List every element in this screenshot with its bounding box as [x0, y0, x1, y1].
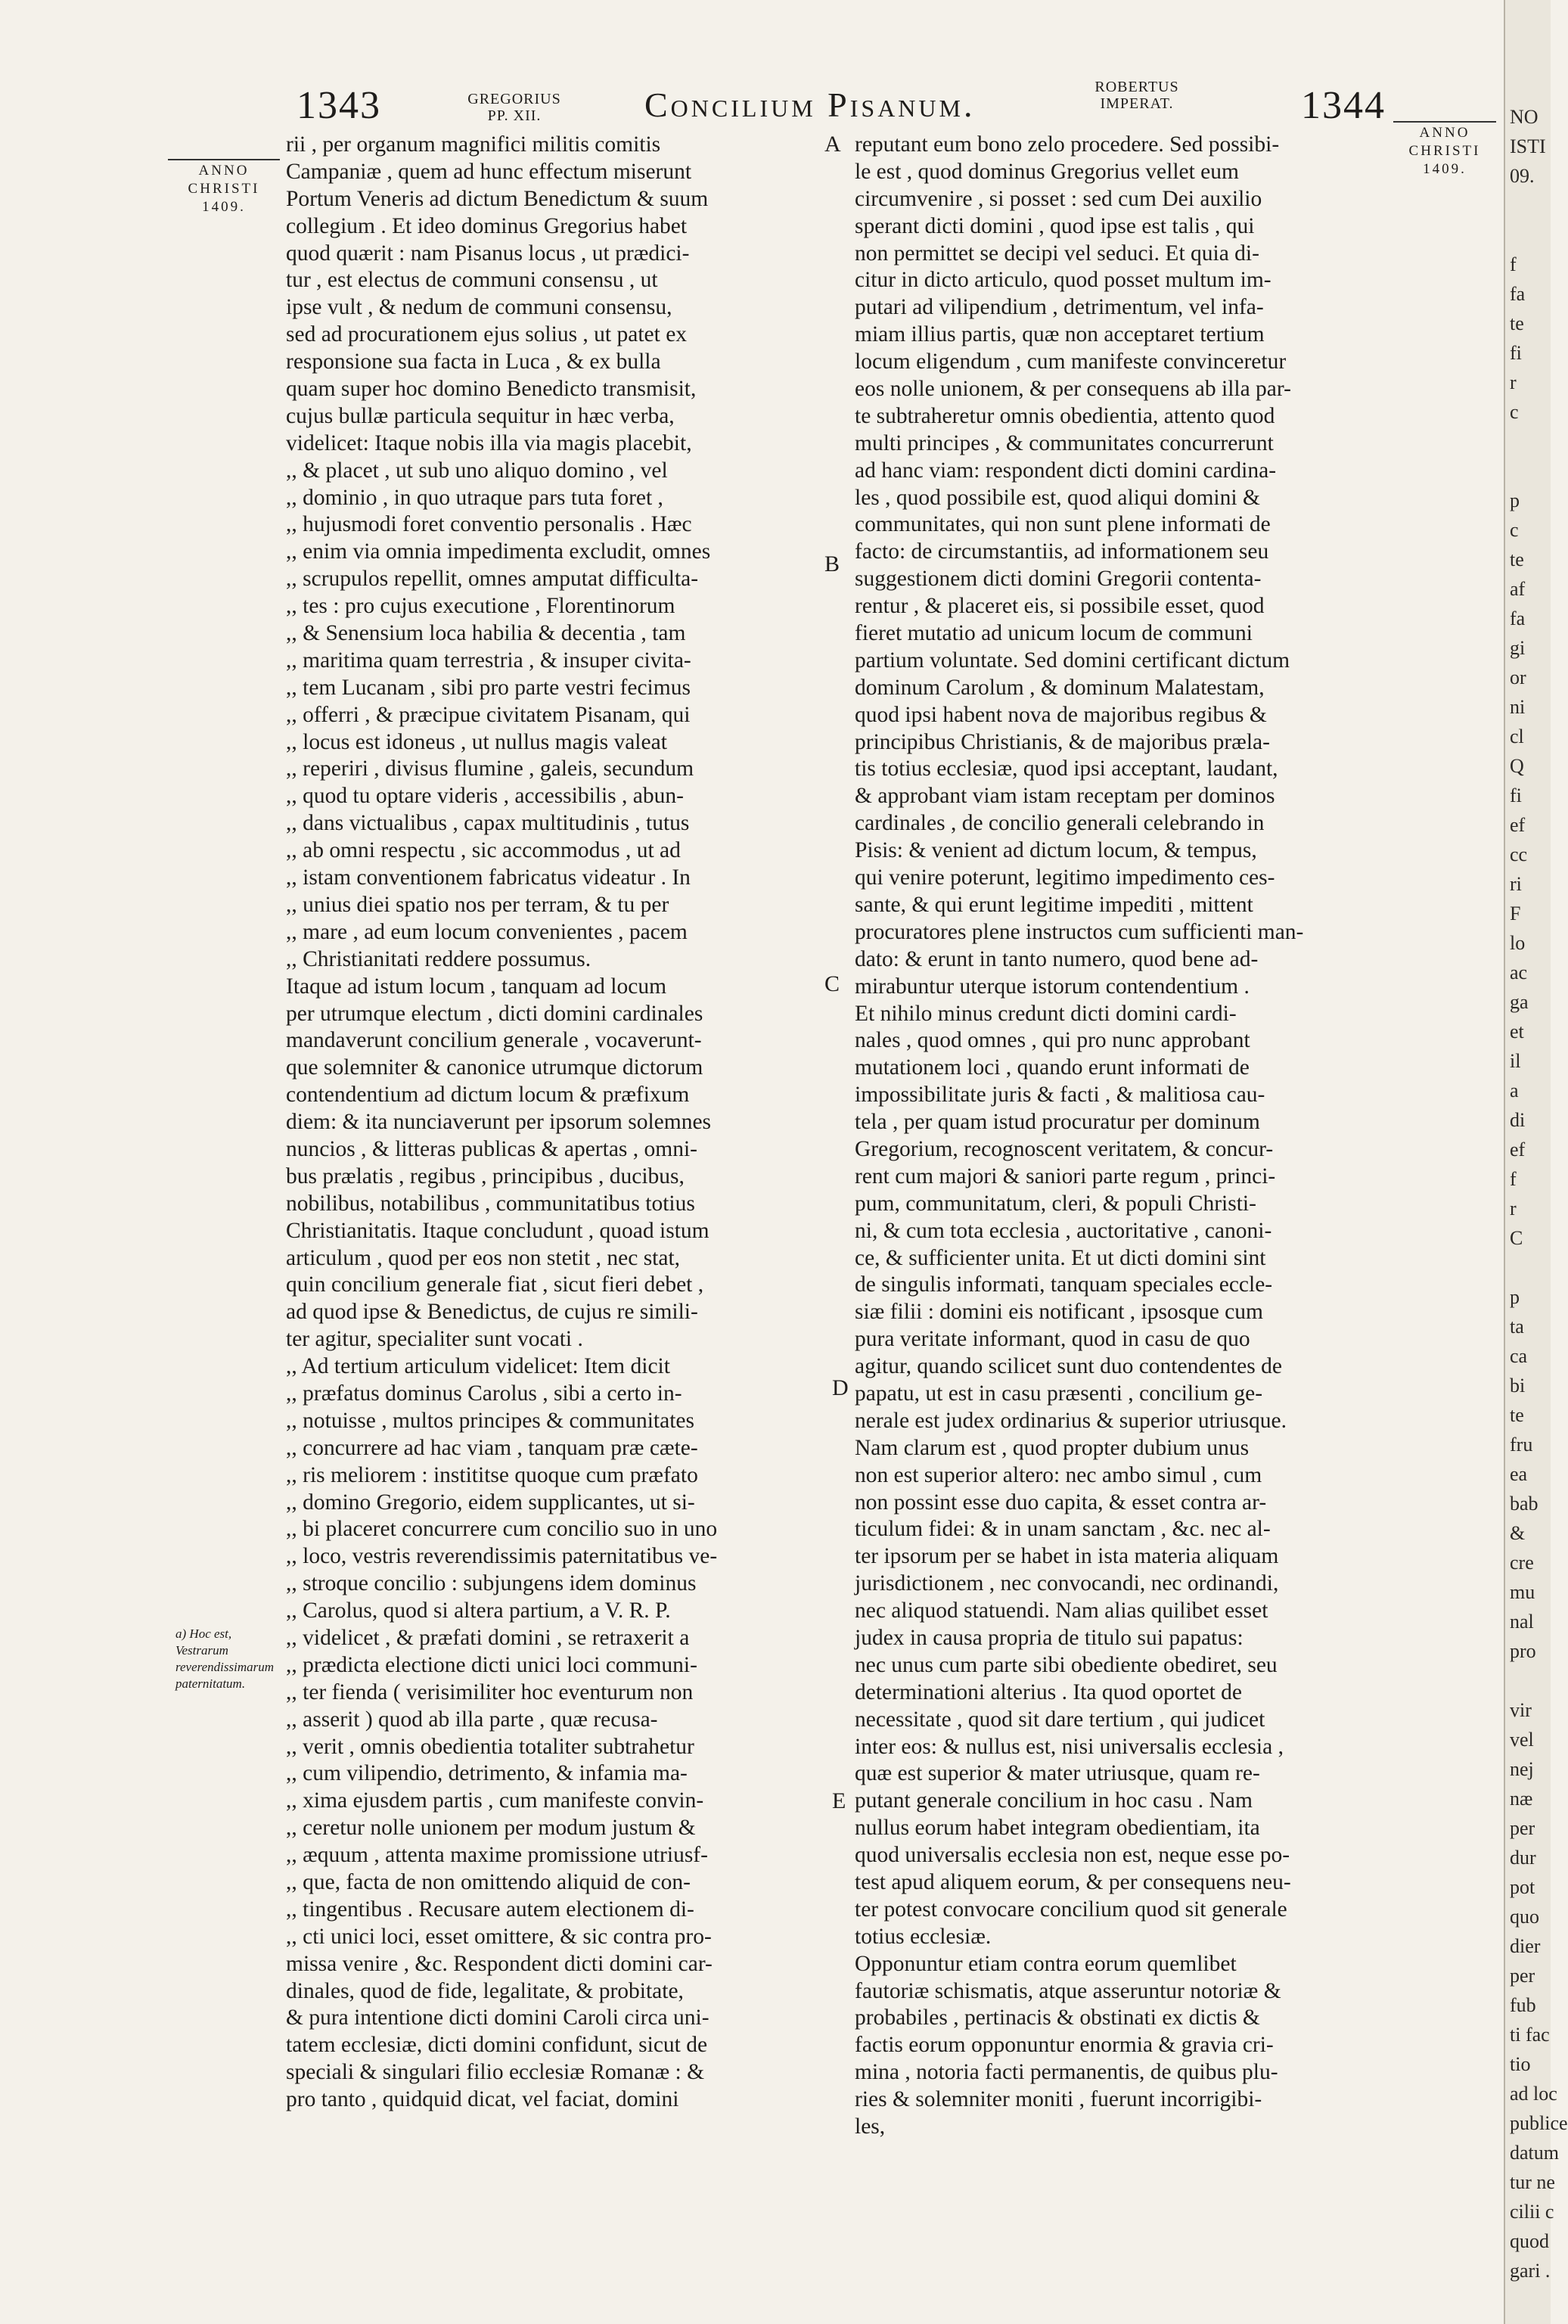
text-line: ter potest convocare concilium quod sit generale: [855, 1897, 1287, 1922]
edge-fragment: fru: [1510, 1434, 1533, 1456]
text-line: ,, istam conventionem fabricatus videatur . In: [286, 865, 691, 890]
text-line: nerale est judex ordinarius & superior utriusque.: [855, 1408, 1287, 1433]
margin-rule-left: [168, 159, 280, 160]
text-line: ,, domino Gregorio, eidem supplicantes, ut si-: [286, 1490, 695, 1515]
text-line: sperant dicti domini , quod ipse est talis , qui: [855, 213, 1255, 238]
section-marker-c: C: [824, 971, 840, 996]
text-line: non permittet se decipi vel seduci. Et quia di-: [855, 241, 1259, 266]
edge-fragment: ea: [1510, 1463, 1528, 1485]
edge-fragment: Q: [1510, 755, 1524, 777]
text-line: speciali & singulari filio ecclesiæ Romanæ : &: [286, 2060, 705, 2085]
edge-fragment: næ: [1510, 1788, 1533, 1810]
text-line: articulum , quod per eos non stetit , nec stat,: [286, 1245, 681, 1270]
edge-fragment: per: [1510, 1817, 1535, 1839]
edge-fragment: ca: [1510, 1345, 1528, 1367]
text-line: quæ est superior & mater utriusque, quam re-: [855, 1761, 1260, 1786]
text-line: tatem ecclesiæ, dicti domini confidunt, sicut de: [286, 2033, 708, 2058]
text-line: pro tanto , quidquid dicat, vel faciat, domini: [286, 2087, 679, 2112]
text-line: agitur, quando scilicet sunt duo contendentes de: [855, 1354, 1282, 1379]
text-line: nuncios , & litteras publicas & apertas , omni-: [286, 1136, 697, 1161]
text-line: mina , notoria facti permanentis, de quibus plu-: [855, 2060, 1278, 2085]
margin-year-left: [168, 159, 280, 216]
text-line: ni, & cum tota ecclesia , auctoritative , canoni-: [855, 1218, 1272, 1243]
text-line: bus prælatis , regibus , principibus , ducibus,: [286, 1164, 685, 1188]
text-line: ,, præfatus dominus Carolus , sibi a certo in-: [286, 1381, 682, 1406]
text-line: quin concilium generale fiat , sicut fieri debet ,: [286, 1272, 704, 1297]
text-line: ,, concurrere ad hac viam , tanquam præ cæte-: [286, 1435, 698, 1460]
text-line: ,, verit , omnis obedientia totaliter subtrahetur: [286, 1734, 694, 1759]
text-line: per utrumque electum , dicti domini cardinales: [286, 1001, 703, 1026]
edge-fragment: vir: [1510, 1699, 1532, 1721]
edge-fragment: te: [1510, 1404, 1524, 1426]
text-line: ,, ab omni respectu , sic accommodus , ut ad: [286, 838, 681, 863]
text-line: nales , quod omnes , qui pro nunc approbant: [855, 1028, 1250, 1053]
text-line: ,, prædicta electione dicti unici loci communi-: [286, 1652, 697, 1677]
running-head-left-line1: GREGORIUS: [467, 91, 561, 107]
edge-fragment: 09.: [1510, 165, 1535, 187]
text-line: ,, stroque concilio : subjungens idem dominus: [286, 1571, 697, 1596]
text-line: ries & solemniter moniti , fuerunt incorrigibi-: [855, 2087, 1262, 2112]
text-line: dato: & erunt in tanto numero, quod bene ad-: [855, 946, 1259, 971]
text-line: inter eos: & nullus est, nisi universalis ecclesia ,: [855, 1734, 1284, 1759]
text-line: determinationi alterius . Ita quod oportet de: [855, 1679, 1243, 1704]
text-line: ,, maritima quam terrestria , & insuper civita-: [286, 648, 691, 673]
text-line: totius ecclesiæ.: [855, 1924, 992, 1949]
edge-fragment: NO: [1510, 106, 1539, 128]
text-line: ,, tingentibus . Recusare autem electionem di-: [286, 1897, 694, 1922]
text-line: ticulum fidei: & in unam sanctam , &c. nec al-: [855, 1517, 1271, 1542]
edge-fragment: lo: [1510, 932, 1526, 954]
edge-fragment: gi: [1510, 637, 1526, 659]
text-line: cujus bullæ particula sequitur in hæc verba,: [286, 403, 675, 428]
text-line: ,, ris meliorem : instititse quoque cum præfato: [286, 1462, 698, 1487]
edge-fragment: F: [1510, 903, 1521, 924]
text-line: necessitate , quod sit dare tertium , qui judicet: [855, 1707, 1265, 1732]
text-line: les,: [855, 2114, 886, 2139]
text-line: ,, ceretur nolle unionem per modum justum &: [286, 1816, 696, 1841]
edge-fragment: gari .: [1510, 2260, 1551, 2282]
text-line: ,, quod tu optare videris , accessibilis , abun-: [286, 784, 684, 809]
text-line: ,, & placet , ut sub uno aliquo domino , vel: [286, 458, 668, 483]
page-title: Concilium Pisanum.: [644, 85, 976, 124]
text-line: Gregorium, recognoscent veritatem, & concur-: [855, 1136, 1274, 1161]
text-line: tis totius ecclesiæ, quod ipsi acceptant, laudant,: [855, 757, 1278, 781]
text-line: ,, enim via omnia impedimenta excludit, omnes: [286, 539, 711, 564]
edge-fragment: ga: [1510, 991, 1529, 1013]
text-line: rent cum majori & saniori parte regum , princi-: [855, 1164, 1276, 1188]
text-line: ,, dans victualibus , capax multitudinis , tutus: [286, 811, 690, 836]
running-head-left: [454, 91, 575, 124]
text-line: sed ad procurationem ejus solius , ut patet ex: [286, 322, 688, 347]
text-line: ,, dominio , in quo utraque pars tuta foret ,: [286, 485, 663, 510]
text-line: nec aliquod statuendi. Nam alias quilibet esset: [855, 1599, 1268, 1623]
text-line: ,, Christianitati reddere possumus.: [286, 946, 591, 971]
text-line: eos nolle unionem, & per consequens ab illa par-: [855, 377, 1291, 402]
edge-fragment: quod: [1510, 2230, 1549, 2252]
text-line: ,, tes : pro cujus executione , Florentinorum: [286, 594, 675, 619]
text-line: ,, unius diei spatio nos per terram, & tu per: [286, 892, 669, 917]
text-line: Nam clarum est , quod propter dubium unus: [855, 1435, 1250, 1460]
text-line: mandaverunt concilium generale , vocaverunt-: [286, 1028, 702, 1053]
text-line: quod ipsi habent nova de majoribus regibus &: [855, 702, 1267, 727]
text-line: ,, & Senensium loca habilia & decentia , tam: [286, 621, 686, 646]
edge-fragment: publice: [1510, 2112, 1568, 2134]
edge-fragment: c: [1510, 401, 1519, 423]
text-line: papatu, ut est in casu præsenti , concilium ge-: [855, 1381, 1263, 1406]
edge-fragment: tio: [1510, 2053, 1531, 2075]
edge-fragment: mu: [1510, 1581, 1535, 1603]
margin-year-right-value: 1409.: [1423, 161, 1467, 177]
text-line: Campaniæ , quem ad hunc effectum miserunt: [286, 159, 692, 184]
text-line: non possint esse duo capita, & esset contra ar-: [855, 1490, 1267, 1515]
text-line: quam super hoc domino Benedicto transmisit,: [286, 377, 697, 402]
text-line: collegium . Et ideo dominus Gregorius habet: [286, 213, 688, 238]
text-line: nec unus cum parte sibi obediente obediret, seu: [855, 1652, 1278, 1677]
text-line: le est , quod dominus Gregorius vellet eum: [855, 159, 1239, 184]
margin-footnote: a) Hoc est, Vestrarum reverendissimarum paternitatum.: [175, 1626, 274, 1691]
page-number-left: 1343: [297, 84, 381, 127]
text-line: ,, reperiri , divisus flumine , galeis, secundum: [286, 757, 694, 781]
text-line: ipse vult , & nedum de communi consensu,: [286, 295, 672, 320]
text-line: ,, ter fienda ( verisimiliter hoc eventurum non: [286, 1679, 694, 1704]
text-line: & pura intentione dicti domini Caroli circa uni-: [286, 2006, 709, 2030]
text-line: nullus eorum habet integram obedientiam, ita: [855, 1816, 1260, 1841]
text-line: multi principes , & communitates concurrerunt: [855, 430, 1274, 455]
text-line: ,, æquum , attenta maxime promissione utriusf-: [286, 1843, 708, 1868]
edge-fragment: fi: [1510, 342, 1522, 364]
edge-fragment: cc: [1510, 844, 1528, 865]
text-line: Et nihilo minus credunt dicti domini cardi-: [855, 1001, 1237, 1026]
text-line: quod quærit : nam Pisanus locus , ut prædici-: [286, 241, 690, 266]
edge-fragment: dier: [1510, 1935, 1541, 1957]
text-line: pura veritate informant, quod in casu de quo: [855, 1327, 1250, 1352]
text-line: putari ad vilipendium , detrimentum, vel infa-: [855, 295, 1264, 320]
text-line: ,, Ad tertium articulum videlicet: Item dicit: [286, 1354, 670, 1379]
text-line: diem: & ita nunciaverunt per ipsorum solemnes: [286, 1110, 712, 1135]
text-line: mirabuntur uterque istorum contendentium .: [855, 974, 1250, 999]
text-line: pum, communitatum, cleri, & populi Christi-: [855, 1191, 1256, 1216]
text-line: ,, bi placeret concurrere cum concilio suo in uno: [286, 1517, 718, 1542]
edge-fragment: f: [1510, 1168, 1517, 1190]
page-number-right: 1344: [1301, 84, 1386, 127]
edge-fragment: r: [1510, 371, 1517, 393]
edge-fragment: ti fac: [1510, 2024, 1550, 2046]
edge-fragment: or: [1510, 666, 1526, 688]
edge-fragment: et: [1510, 1021, 1524, 1042]
text-line: ,, asserit ) quod ab illa parte , quæ recusa-: [286, 1707, 658, 1732]
section-marker-b: B: [824, 551, 840, 576]
edge-fragment: c: [1510, 519, 1519, 541]
text-line: qui venire poterunt, legitimo impedimento ces-: [855, 865, 1275, 890]
running-head-left-line2: PP. XII.: [487, 107, 542, 124]
edge-fragment: te: [1510, 548, 1524, 570]
text-line: putant generale concilium in hoc casu . Nam: [855, 1788, 1253, 1813]
edge-fragment: nal: [1510, 1611, 1534, 1633]
section-marker-a: A: [824, 132, 841, 157]
edge-fragment: p: [1510, 489, 1520, 511]
section-marker-e: E: [832, 1788, 846, 1813]
text-line: ter agitur, specialiter sunt vocati .: [286, 1327, 583, 1352]
margin-year: 1409.: [202, 199, 246, 215]
text-line: locum eligendum , cum manifeste convinceretur: [855, 350, 1287, 374]
edge-fragment: ISTI: [1510, 135, 1546, 157]
left-text-column: [286, 132, 823, 2114]
running-head-right: [1073, 79, 1201, 112]
edge-fragment: bab: [1510, 1493, 1539, 1515]
edge-fragment: di: [1510, 1109, 1526, 1131]
edge-fragment: r: [1510, 1198, 1517, 1219]
edge-fragment: vel: [1510, 1729, 1534, 1751]
edge-fragment: per: [1510, 1965, 1535, 1987]
text-line: reputant eum bono zelo procedere. Sed possibi-: [855, 132, 1280, 157]
text-line: responsione sua facta in Luca , & ex bulla: [286, 350, 661, 374]
margin-christi: CHRISTI: [188, 181, 260, 197]
text-line: dinales, quod de fide, legalitate, & probitate,: [286, 1978, 684, 2003]
text-line: ,, mare , ad eum locum convenientes , pacem: [286, 919, 688, 944]
text-line: Christianitatis. Itaque concludunt , quoad istum: [286, 1218, 709, 1243]
text-line: & approbant viam istam receptam per dominos: [855, 784, 1275, 809]
running-head-right-line1: ROBERTUS: [1094, 79, 1179, 95]
text-line: ,, scrupulos repellit, omnes amputat difficulta-: [286, 567, 699, 592]
text-line: Opponuntur etiam contra eorum quemlibet: [855, 1951, 1237, 1976]
text-line: fieret mutatio ad unicum locum de communi: [855, 621, 1253, 646]
edge-fragment: ri: [1510, 873, 1522, 895]
text-line: rii , per organum magnifici militis comitis: [286, 132, 661, 157]
text-line: ,, hujusmodi foret conventio personalis . Hæc: [286, 512, 692, 537]
text-line: ,, xima ejusdem partis , cum manifeste convin-: [286, 1788, 704, 1813]
text-line: Portum Veneris ad dictum Benedictum & suum: [286, 186, 709, 211]
text-line: test apud aliquem eorum, & per consequens neu-: [855, 1870, 1291, 1894]
margin-christi-right: CHRISTI: [1408, 143, 1481, 159]
text-line: ,, loco, vestris reverendissimis paternitatibus ve-: [286, 1544, 718, 1569]
right-text-column: [855, 132, 1486, 2141]
edge-fragment: fa: [1510, 607, 1526, 629]
text-line: fautoriæ schismatis, atque asseruntur notoriæ &: [855, 1978, 1281, 2003]
text-line: ,, cti unici loci, esset omittere, & sic contra pro-: [286, 1924, 712, 1949]
edge-fragment: tur ne: [1510, 2171, 1555, 2193]
text-line: partium voluntate. Sed domini certificant dictum: [855, 648, 1290, 673]
text-line: de singulis informati, tanquam speciales eccle-: [855, 1272, 1273, 1297]
text-line: ter ipsorum per se habet in ista materia aliquam: [855, 1544, 1279, 1569]
edge-fragment: ta: [1510, 1316, 1524, 1338]
edge-fragment: a: [1510, 1080, 1519, 1101]
running-head-right-line2: IMPERAT.: [1100, 95, 1174, 112]
text-line: circumvenire , si posset : sed cum Dei auxilio: [855, 186, 1262, 211]
edge-fragment: ni: [1510, 696, 1526, 718]
edge-fragment: f: [1510, 253, 1517, 275]
text-line: procuratores plene instructos cum sufficienti man-: [855, 919, 1304, 944]
text-line: missa venire , &c. Respondent dicti domini car-: [286, 1951, 713, 1976]
section-marker-d: D: [832, 1375, 849, 1400]
text-line: dominum Carolum , & dominum Malatestam,: [855, 675, 1265, 700]
edge-fragment: ac: [1510, 962, 1528, 983]
text-line: Itaque ad istum locum , tanquam ad locum: [286, 974, 667, 999]
edge-fragment: af: [1510, 578, 1526, 600]
edge-fragment: bi: [1510, 1375, 1526, 1397]
edge-fragment: cilii c: [1510, 2201, 1554, 2223]
text-line: ce, & sufficienter unita. Et ut dicti domini sint: [855, 1245, 1266, 1270]
text-line: suggestionem dicti domini Gregorii contenta-: [855, 567, 1262, 592]
edge-fragment: fi: [1510, 785, 1522, 806]
text-line: non est superior altero: nec ambo simul , cum: [855, 1462, 1262, 1487]
edge-fragment: fa: [1510, 283, 1526, 305]
text-line: cardinales , de concilio generali celebrando in: [855, 811, 1265, 836]
text-line: Pisis: & venient ad dictum locum, & tempus,: [855, 838, 1257, 863]
edge-fragment: C: [1510, 1227, 1523, 1249]
text-line: ,, locus est idoneus , ut nullus magis valeat: [286, 729, 667, 754]
text-line: que solemniter & canonice utrumque dictorum: [286, 1055, 703, 1080]
next-page-edge: [1504, 0, 1568, 2324]
text-line: ,, notuisse , multos principes & communitates: [286, 1408, 694, 1433]
text-line: judex in causa propria de titulo sui papatus:: [855, 1625, 1244, 1650]
text-line: quod universalis ecclesia non est, neque esse po-: [855, 1843, 1290, 1868]
text-line: jurisdictionem , nec convocandi, nec ordinandi,: [855, 1571, 1279, 1596]
text-line: nobilibus, notabilibus , communitatibus totius: [286, 1191, 695, 1216]
edge-fragment: quo: [1510, 1906, 1539, 1928]
text-line: miam illius partis, quæ non acceptaret tertium: [855, 322, 1265, 347]
margin-rule-right: [1393, 121, 1496, 123]
text-line: contendentium ad dictum locum & præfixum: [286, 1083, 690, 1108]
text-line: tela , per quam istud procuratur per dominum: [855, 1110, 1260, 1135]
text-line: ,, cum vilipendio, detrimento, & infamia ma-: [286, 1761, 688, 1786]
margin-anno-right: ANNO: [1419, 125, 1470, 141]
text-line: ,, Carolus, quod si altera partium, a V. R. P.: [286, 1599, 671, 1623]
text-line: les , quod possibile est, quod aliqui domini &: [855, 485, 1260, 510]
edge-fragment: ad loc: [1510, 2083, 1557, 2105]
edge-fragment: datum: [1510, 2142, 1559, 2164]
text-line: principibus Christianis, & de majoribus præla-: [855, 729, 1270, 754]
text-line: rentur , & placeret eis, si possibile esset, quod: [855, 594, 1265, 619]
edge-fragment: te: [1510, 312, 1524, 334]
edge-fragment: pot: [1510, 1876, 1535, 1898]
edge-fragment: pro: [1510, 1640, 1536, 1662]
edge-fragment: cl: [1510, 725, 1524, 747]
text-line: factis eorum opponuntur enormia & gravia cri-: [855, 2033, 1274, 2058]
text-line: ,, videlicet , & præfati domini , se retraxerit a: [286, 1625, 690, 1650]
edge-fragment: dur: [1510, 1847, 1536, 1869]
text-line: impossibilitate juris & facti , & malitiosa cau-: [855, 1083, 1265, 1108]
text-line: probabiles , pertinacis & obstinati ex dictis &: [855, 2006, 1260, 2030]
text-line: sante, & qui erunt legitime impediti , mittent: [855, 892, 1253, 917]
edge-fragment: cre: [1510, 1552, 1534, 1574]
edge-fragment: il: [1510, 1050, 1521, 1072]
edge-fragment: p: [1510, 1286, 1520, 1308]
edge-fragment: &: [1510, 1522, 1526, 1544]
text-line: communitates, qui non sunt plene informati de: [855, 512, 1271, 537]
text-line: siæ filii : domini eis notificant , ipsosque cum: [855, 1300, 1263, 1325]
text-line: ,, que, facta de non omittendo aliquid de con-: [286, 1870, 691, 1894]
text-line: facto: de circumstantiis, ad informationem seu: [855, 539, 1269, 564]
text-line: ,, tem Lucanam , sibi pro parte vestri fecimus: [286, 675, 691, 700]
edge-fragment: ef: [1510, 814, 1526, 836]
margin-anno: ANNO: [198, 163, 250, 179]
text-line: ad hanc viam: respondent dicti domini cardina-: [855, 458, 1277, 483]
text-line: te subtraheretur omnis obedientia, attento quod: [855, 403, 1275, 428]
text-line: tur , est electus de communi consensu , ut: [286, 268, 658, 293]
text-line: ad quod ipse & Benedictus, de cujus re simili-: [286, 1300, 698, 1325]
edge-fragment: nej: [1510, 1758, 1534, 1780]
edge-fragment: fub: [1510, 1994, 1536, 2016]
text-line: videlicet: Itaque nobis illa via magis placebit,: [286, 430, 692, 455]
text-line: mutationem loci , quando erunt informati de: [855, 1055, 1250, 1080]
text-line: citur in dicto articulo, quod posset multum im-: [855, 268, 1271, 293]
edge-fragment: ef: [1510, 1139, 1526, 1160]
text-line: ,, offerri , & præcipue civitatem Pisanam, qui: [286, 702, 691, 727]
